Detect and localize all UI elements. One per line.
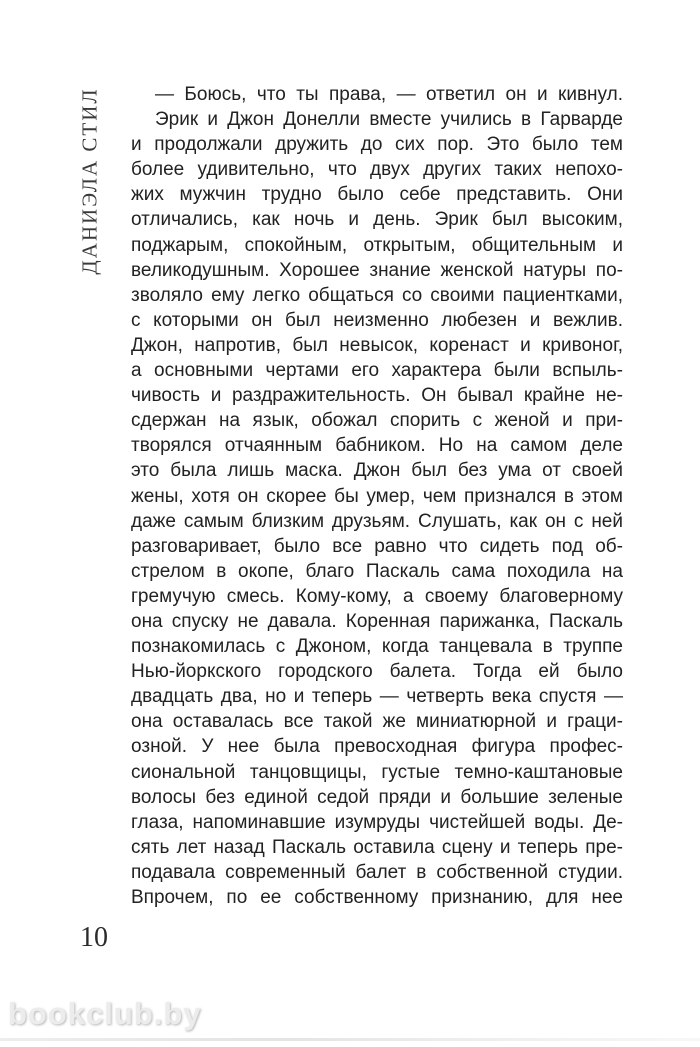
- text-line: — Боюсь, что ты права, — ответил он и кивнул.: [155, 84, 623, 105]
- text-line: более удивительно, что двух других таких непохо-: [131, 159, 623, 181]
- text-line: отличались, как ночь и день. Эрик был высоким,: [131, 209, 623, 231]
- text-line: Эрик и Джон Донелли вместе учились в Гарварде: [155, 109, 623, 131]
- text-line: глаза, напоминавшие изумруды чистейшей воды. Де-: [131, 811, 623, 833]
- text-line: сиональной танцовщицы, густые темно-каштановые: [131, 761, 623, 783]
- text-line: жены, хотя он скорее бы умер, чем признался в этом: [131, 485, 623, 507]
- text-line: она оставалась все такой же миниатюрной и граци-: [131, 711, 623, 733]
- text-line: жих мужчин трудно было себе представить. Они: [131, 184, 623, 206]
- text-line: волосы без единой седой пряди и большие зеленые: [131, 786, 623, 808]
- spine-author-label: ДАНИЭЛА СТИЛ: [77, 87, 102, 275]
- text-line: разговаривает, было все равно что сидеть под об-: [131, 535, 623, 557]
- page-number: 10: [80, 922, 108, 953]
- text-line: чивость и раздражительность. Он бывал крайне не-: [131, 385, 623, 407]
- text-line: Джон, напротив, был невысок, коренаст и кривоног,: [131, 334, 623, 356]
- text-line: сдержан на язык, обожал спорить с женой и при-: [131, 410, 623, 432]
- text-line: а основными чертами его характера были вспыль-: [131, 360, 623, 382]
- watermark: bookclub.by: [8, 996, 202, 1031]
- text-line: подавала современный балет в собственной студии.: [131, 861, 623, 883]
- text-line: даже самым близким друзьям. Слушать, как он с ней: [131, 510, 623, 532]
- text-line: познакомилась с Джоном, когда танцевала в труппе: [131, 636, 623, 658]
- text-block: [131, 82, 623, 910]
- text-line: это была лишь маска. Джон был без ума от своей: [131, 460, 623, 482]
- page-bottom-edge-shadow: [0, 1038, 700, 1041]
- text-line: двадцать два, но и теперь — четверть века спустя —: [131, 686, 623, 708]
- text-line: творялся отчаянным бабником. Но на самом деле: [131, 435, 623, 457]
- text-line: поджарым, спокойным, открытым, общительным и: [131, 234, 623, 256]
- text-line: с которыми он был неизменно любезен и вежлив.: [131, 309, 623, 331]
- text-line: Нью-йоркского городского балета. Тогда ей было: [131, 661, 623, 683]
- text-line: стрелом в окопе, благо Паскаль сама походила на: [131, 560, 623, 582]
- text-line: она спуску не давала. Коренная парижанка, Паскаль: [131, 610, 623, 632]
- text-line: гремучую смесь. Кому-кому, а своему благоверному: [131, 585, 623, 607]
- text-line: сять лет назад Паскаль оставила сцену и теперь пре-: [131, 836, 623, 858]
- text-line: и продолжали дружить до сих пор. Это было тем: [131, 134, 623, 156]
- text-line: великодушным. Хорошее знание женской натуры по-: [131, 259, 623, 281]
- text-line: озной. У нее была превосходная фигура профес-: [131, 736, 623, 758]
- text-line: зволяло ему легко общаться со своими пациентками,: [131, 284, 623, 306]
- text-line: Впрочем, по ее собственному признанию, для нее: [131, 887, 623, 908]
